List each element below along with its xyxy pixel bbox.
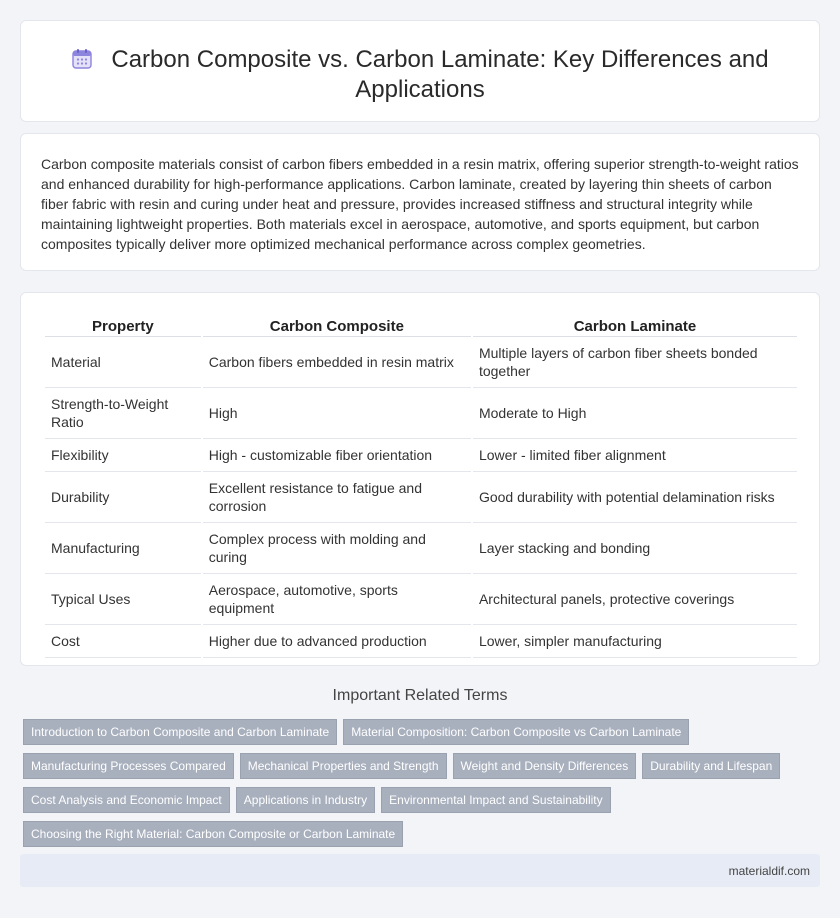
row-laminate-value: Lower - limited fiber alignment [473,439,797,472]
comparison-card [20,292,820,666]
row-laminate-value: Moderate to High [473,388,797,439]
related-term-link[interactable]: Choosing the Right Material: Carbon Composite or Carbon Laminate [23,821,403,847]
intro-paragraph: Carbon composite materials consist of carbon fibers embedded in a resin matrix, offering superior strength-to-weight ratios and enhanced durability for high-performance applications. Carbon laminate, created by layering thin sheets of carbon fiber fabric with resin and curing under heat and pressure, provides increased stiffness and structural integrity while maintaining lightweight properties. Both materials excel in aerospace, automotive, and sports equipment, but carbon composites typically deliver more optimized mechanical performance across complex geometries. [41,156,799,252]
row-property: Manufacturing [45,523,201,574]
header-property: Property [45,315,201,337]
related-terms-list [23,719,813,855]
row-laminate-value: Layer stacking and bonding [473,523,797,574]
row-property: Strength-to-Weight Ratio [45,388,201,439]
related-term-link[interactable]: Mechanical Properties and Strength [240,753,447,779]
table-row [45,439,797,472]
related-term-link[interactable]: Environmental Impact and Sustainability [381,787,610,813]
row-property: Material [45,337,201,388]
related-term-link[interactable]: Weight and Density Differences [453,753,637,779]
calendar-icon [71,48,93,70]
table-row [45,625,797,658]
footer [20,854,820,887]
comparison-table [43,315,799,658]
row-composite-value: Higher due to advanced production [203,625,471,658]
row-property: Cost [45,625,201,658]
related-term-link[interactable]: Durability and Lifespan [642,753,780,779]
row-property: Durability [45,472,201,523]
row-composite-value: High [203,388,471,439]
header-carbon-composite: Carbon Composite [203,315,471,337]
header-carbon-laminate: Carbon Laminate [473,315,797,337]
row-composite-value: Carbon fibers embedded in resin matrix [203,337,471,388]
row-composite-value: Aerospace, automotive, sports equipment [203,574,471,625]
related-term-link[interactable]: Cost Analysis and Economic Impact [23,787,230,813]
row-laminate-value: Architectural panels, protective coverings [473,574,797,625]
row-laminate-value: Good durability with potential delamination risks [473,472,797,523]
row-composite-value: Complex process with molding and curing [203,523,471,574]
related-terms-heading: Important Related Terms [332,687,508,704]
related-term-link[interactable]: Manufacturing Processes Compared [23,753,234,779]
footer-site-link[interactable]: materialdif.com [728,864,810,878]
related-term-link[interactable]: Material Composition: Carbon Composite vs Carbon Laminate [343,719,689,745]
row-laminate-value: Lower, simpler manufacturing [473,625,797,658]
row-laminate-value: Multiple layers of carbon fiber sheets bonded together [473,337,797,388]
related-term-link[interactable]: Applications in Industry [236,787,375,813]
row-property: Typical Uses [45,574,201,625]
table-header-row [45,315,797,337]
table-row [45,337,797,388]
row-composite-value: High - customizable fiber orientation [203,439,471,472]
table-row [45,472,797,523]
table-row [45,523,797,574]
row-composite-value: Excellent resistance to fatigue and corrosion [203,472,471,523]
table-row [45,388,797,439]
title-text: Carbon Composite vs. Carbon Laminate: Key Differences and Applications [111,46,769,103]
page-title [21,45,819,105]
title-card [20,20,820,122]
table-row [45,574,797,625]
related-term-link[interactable]: Introduction to Carbon Composite and Carbon Laminate [23,719,337,745]
row-property: Flexibility [45,439,201,472]
intro-card [20,133,820,271]
